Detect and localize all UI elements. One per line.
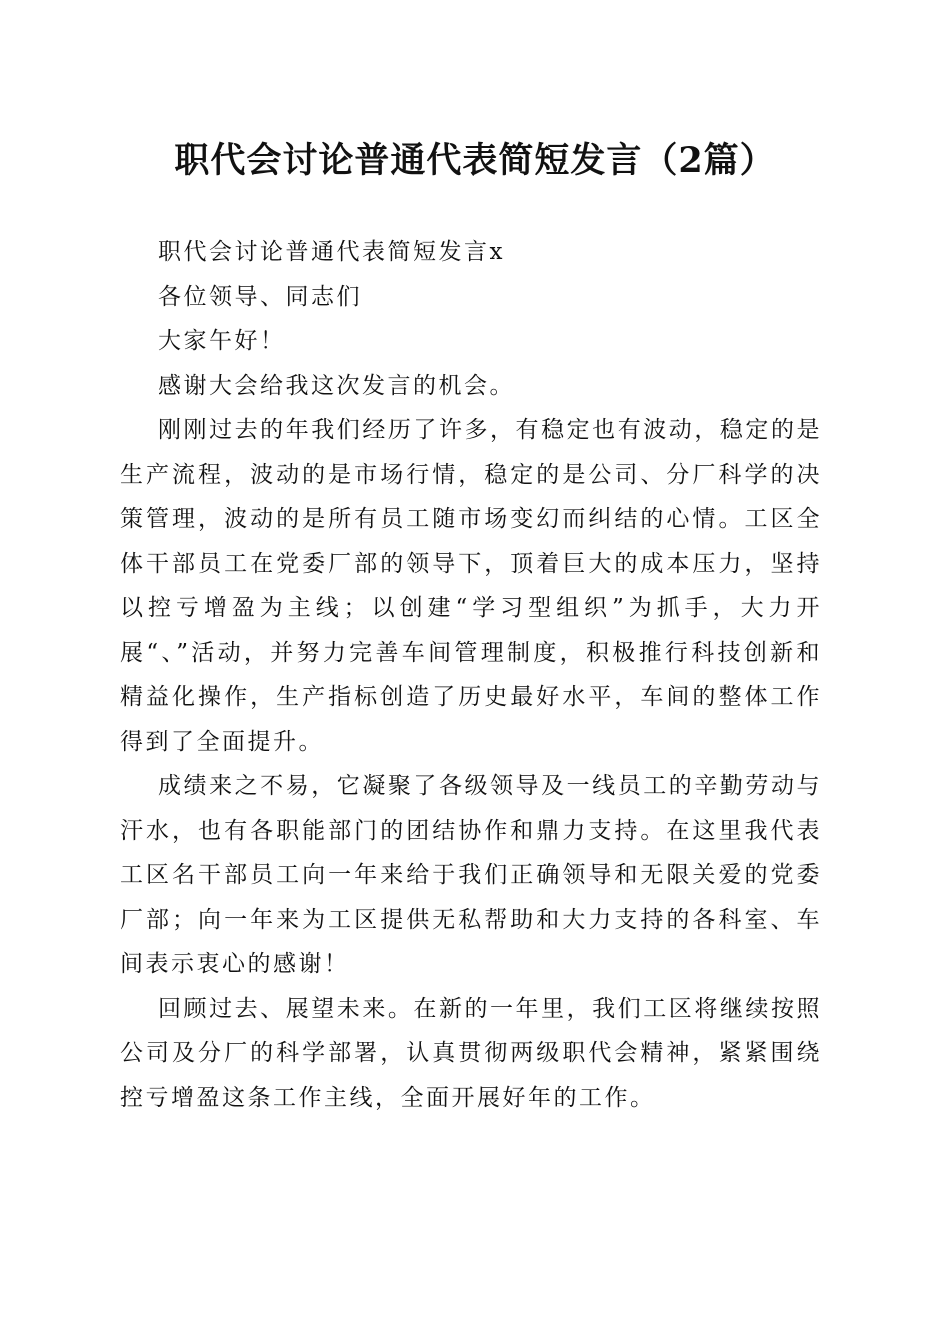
document-title: 职代会讨论普通代表简短发言（2篇） [174, 140, 776, 181]
paragraph-achievement: 成绩来之不易，它凝聚了各级领导及一线员工的辛勤劳动与汗水，也有各职能部门的团结协作和鼎力支持。在这里我代表工区名干部员工向一年来给于我们正确领导和无限关爱的党委厂部；向一年来为工区提供无私帮助和大力支持的各科室、车间表示衷心的感谢！ [120, 773, 822, 977]
paragraph-salutation: 各位领导、同志们 [158, 283, 362, 310]
paragraph-greeting: 大家午好！ [158, 328, 286, 354]
paragraph-subtitle: 职代会讨论普通代表简短发言x [158, 239, 505, 265]
paragraph-outlook: 回顾过去、展望未来。在新的一年里，我们工区将继续按照公司及分厂的科学部署，认真贯彻两级职代会精神，紧紧围绕控亏增盈这条工作主线，全面开展好年的工作。 [120, 995, 822, 1111]
document-body [120, 230, 822, 1120]
paragraph-thanks: 感谢大会给我这次发言的机会。 [158, 372, 515, 399]
paragraph-review: 刚刚过去的年我们经历了许多，有稳定也有波动，稳定的是生产流程，波动的是市场行情，稳定的是公司、分厂科学的决策管理，波动的是所有员工随市场变幻而纠结的心情。工区全体干部员工在党委厂部的领导下，顶着巨大的成本压力，坚持以控亏增盈为主线；以创建“学习型组织”为抓手，大力开展“、”活动，并努力完善车间管理制度，积极推行科技创新和精益化操作，生产指标创造了历史最好水平，车间的整体工作得到了全面提升。 [120, 417, 822, 755]
